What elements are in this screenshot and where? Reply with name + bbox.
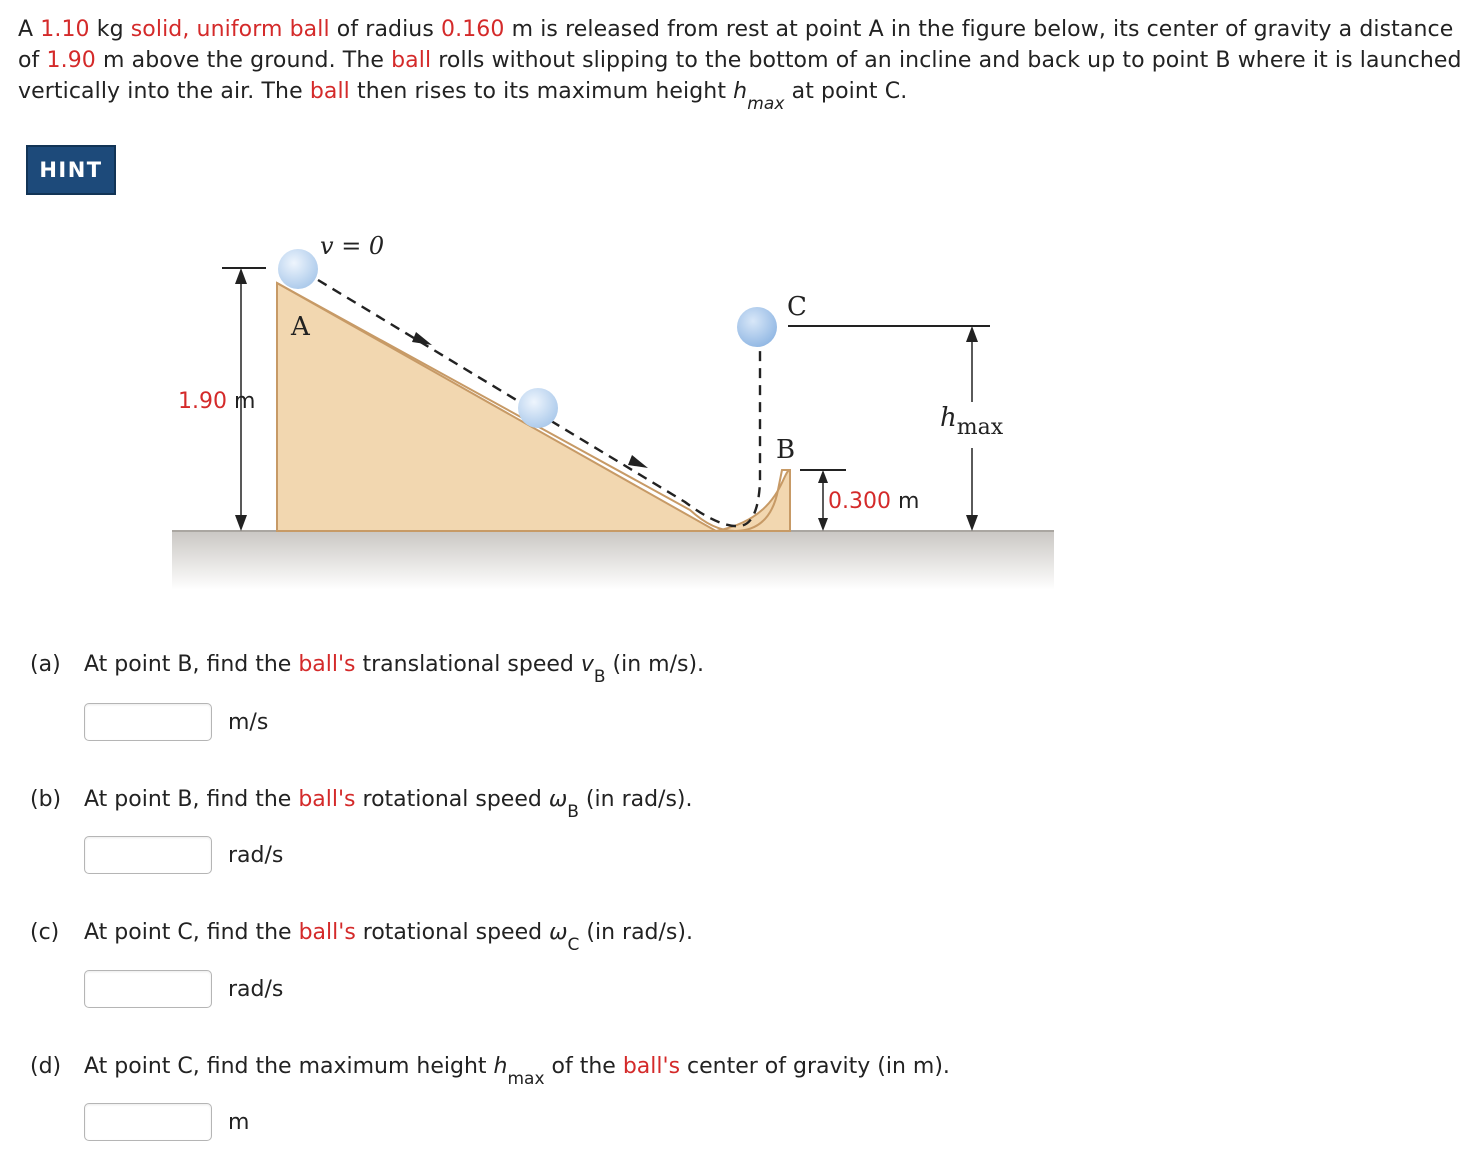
velocity-label: v = 0 [320, 232, 385, 260]
variable: v [580, 652, 594, 677]
b-height-value: 0.300 [828, 489, 891, 514]
ball-word: ball's [622, 1054, 681, 1079]
question-text: translational speed [355, 652, 581, 677]
question-label: (c) [30, 920, 60, 945]
problem-text: m is released from rest at point A in the figure below, its center of gravity a distance of [18, 17, 1454, 73]
problem-statement [18, 14, 1468, 114]
ball-at-a [278, 249, 318, 289]
hmax-label [940, 403, 1004, 440]
unit-label: rad/s [228, 976, 284, 1002]
question-text: At point C, find the [84, 920, 299, 945]
question-text: At point B, find the [84, 787, 299, 812]
question-label: (a) [30, 652, 61, 677]
ball-on-incline [518, 388, 558, 428]
problem-text: rolls without slipping to the bottom of an incline and back up to point B where it is launched vertically into the air. The [18, 48, 1462, 104]
height-label [178, 389, 255, 414]
hmax-subscript: max [956, 415, 1004, 440]
arrowhead-up [966, 326, 978, 342]
hmax-variable: h [733, 79, 748, 104]
unit-label: m/s [228, 709, 269, 735]
question-text: rotational speed [355, 920, 550, 945]
question-a [30, 652, 1330, 687]
variable-subscript: B [567, 802, 579, 822]
question-d [30, 1054, 1330, 1089]
variable-subscript: C [567, 935, 580, 955]
variable: ω [549, 920, 568, 945]
problem-text: A [18, 17, 41, 42]
question-c [30, 920, 1330, 955]
ball-word: ball's [298, 920, 356, 945]
answer-row-a [84, 701, 268, 743]
point-b-label: B [776, 435, 796, 465]
ball-word: ball's [298, 787, 356, 812]
b-height-unit: m [890, 489, 920, 514]
hmax-variable: h [940, 403, 957, 433]
question-b [30, 787, 1330, 822]
arrowhead-down [966, 515, 978, 531]
question-text: (in rad/s). [578, 787, 693, 812]
answer-input-c[interactable] [84, 970, 212, 1008]
path-arrow [628, 455, 648, 468]
unit-label: rad/s [228, 842, 284, 868]
unit-label: m [228, 1109, 250, 1135]
problem-text: of radius [329, 17, 441, 42]
question-text: (in m/s). [605, 652, 705, 677]
mass-value: 1.10 [40, 17, 90, 42]
ball-word: ball [309, 79, 350, 104]
variable: h [493, 1054, 508, 1079]
question-text: center of gravity (in m). [680, 1054, 950, 1079]
question-label: (d) [30, 1054, 62, 1079]
ball-at-c [737, 307, 777, 347]
answer-row-c [84, 968, 283, 1010]
arrowhead-up [235, 268, 247, 284]
height-unit: m [226, 389, 256, 414]
arrowhead-down [818, 518, 828, 531]
answer-row-b [84, 834, 283, 876]
radius-value: 0.160 [441, 17, 505, 42]
ball-word: ball [391, 48, 432, 73]
question-text: (in rad/s). [579, 920, 693, 945]
ground [172, 530, 1054, 590]
ball-word: ball's [298, 652, 356, 677]
hmax-subscript: max [747, 94, 785, 114]
question-text: At point B, find the [84, 652, 299, 677]
variable-subscript: B [593, 667, 606, 687]
variable: ω [548, 787, 568, 812]
problem-text: at point C. [784, 79, 908, 104]
incline-figure [160, 220, 1060, 600]
height-value: 1.90 [178, 389, 227, 414]
ball-descriptor: solid, uniform ball [130, 17, 330, 42]
height-value: 1.90 [46, 48, 96, 73]
b-height-label [828, 489, 919, 514]
question-label: (b) [30, 787, 62, 812]
answer-input-d[interactable] [84, 1103, 212, 1141]
question-text: rotational speed [355, 787, 549, 812]
arrowhead-down [235, 515, 247, 531]
question-text: At point C, find the maximum height [84, 1054, 494, 1079]
arrowhead-up [818, 470, 828, 483]
problem-text: kg [89, 17, 131, 42]
question-text: of the [544, 1054, 623, 1079]
hint-button[interactable]: HINT [26, 145, 116, 195]
answer-input-a[interactable] [84, 703, 212, 741]
problem-text: m above the ground. The [95, 48, 392, 73]
point-c-label: C [787, 292, 807, 322]
problem-text: then rises to its maximum height [349, 79, 734, 104]
variable-subscript: max [507, 1069, 545, 1089]
point-a-label: A [291, 312, 310, 342]
answer-input-b[interactable] [84, 836, 212, 874]
path-arrow [412, 332, 432, 345]
answer-row-d [84, 1101, 249, 1143]
